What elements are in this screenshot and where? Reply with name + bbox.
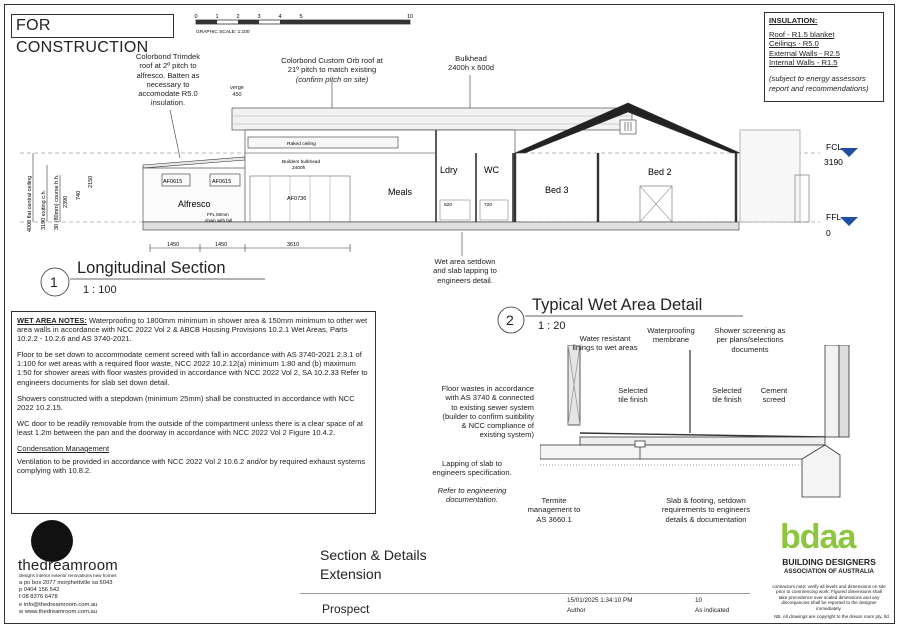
scale-tick: 3	[257, 14, 261, 20]
room-wc: WC	[484, 165, 499, 175]
dim-vertical: 4000 flat central ceiling	[27, 175, 33, 232]
alfresco-roof	[143, 157, 245, 168]
longitudinal-section-drawing	[0, 0, 900, 300]
note-wet-area-setdown: Wet area setdown and slab lapping to engineers detail.	[433, 257, 497, 285]
insulation-external-walls: External Walls - R2.5	[769, 48, 841, 58]
scale-tick: 10	[406, 14, 414, 20]
dim-vertical: 3190 exiting c.h.	[41, 189, 47, 230]
fcl-value: 3190	[824, 157, 843, 167]
scale-tick: 4	[278, 14, 282, 20]
drawing-scale: As indicated	[695, 607, 730, 614]
company-name: thedreamroom	[18, 557, 118, 574]
wet-notes-condensation-heading: Condensation Management	[17, 444, 110, 454]
wet-notes-p2: Floor to be set down to accommodate cement screed with fall in accordance with AS 3740-2021 2.3.1 of 1:100 for wet areas with a required floor waste, NCC 2022 10.2.12(a) minimum 1:80 and (b) maximum 1:50 for shower areas with floor wastes provided in accordance with NCC 2022 Vol 2, SA 10.2.33 Refer to engineers documents for slab set down detail.	[17, 350, 368, 387]
insulation-ceilings: Ceilings - R5.0	[769, 39, 819, 49]
raked-ceiling	[248, 137, 398, 148]
insulation-title: INSULATION:	[769, 16, 818, 25]
note-ffl-2: down with fall	[205, 218, 233, 223]
label-shower-screen: Shower screening as per plans/selections documents	[714, 326, 786, 354]
window-label: AF0615	[163, 179, 183, 185]
note-bulkhead: Bulkhead 2400h x 600d	[447, 54, 495, 73]
scale-tick: 0	[194, 14, 198, 20]
insulation-roof: Roof - R1.5 blanket	[769, 29, 835, 39]
section-title: Longitudinal Section	[77, 259, 226, 277]
door-label: 820	[444, 203, 453, 208]
company-tagline: designs interior exterior renovations new homes	[19, 573, 117, 578]
ffl-label: FFL	[826, 212, 842, 222]
wet-area-notes	[11, 311, 376, 514]
detail-scale: 1 : 20	[538, 320, 566, 332]
insulation-note: (subject to energy assessors report and recommendations)	[769, 73, 869, 93]
detail-number: 2	[506, 312, 514, 328]
scale-tick: 1	[215, 14, 219, 20]
room-meals: Meals	[388, 187, 413, 197]
tile-finish	[580, 433, 825, 437]
status-stamp: FOR CONSTRUCTION	[11, 14, 174, 38]
scale-tick: 2	[236, 14, 240, 20]
detail-title: Typical Wet Area Detail	[532, 296, 703, 314]
note-alfresco-roof: Colorbond Trimdek roof at 2º pitch to alfresco. Batten as necessary to accomodate R5.0 insulation.	[135, 52, 201, 108]
existing-facade	[740, 130, 800, 222]
window-label: AF0736	[287, 196, 307, 202]
label-slab-footing: Slab & footing, setdown requirements to engineers details & documentation	[661, 496, 751, 524]
label-tile-finish-2: Selected tile finish	[712, 386, 742, 405]
leader-line	[170, 110, 180, 158]
bdaa-name: BUILDING DESIGNERS ASSOCIATION OF AUSTRALIA	[782, 557, 876, 575]
wall-cladding	[839, 345, 849, 437]
scale-tick: 5	[299, 14, 303, 20]
label-tile-finish-1: Selected tile finish	[618, 386, 648, 405]
alfresco-structure	[143, 168, 247, 222]
note-ffl: FFL 50mm	[207, 212, 229, 217]
ffl-marker-icon	[840, 217, 858, 226]
insulation-internal-walls: Internal Walls - R1.5	[769, 58, 838, 68]
dim-horizontal: 1450	[167, 242, 180, 248]
cement-screed	[580, 437, 825, 445]
dim-vertical: 740	[76, 190, 82, 200]
dim-vertical: 2390	[63, 195, 69, 208]
sheet-number: 10	[695, 597, 703, 604]
dim-vertical: 2150	[88, 175, 94, 188]
dim-vertical: 30 (80mm) course h.h.	[54, 174, 60, 230]
wet-area-detail-drawing	[540, 345, 870, 515]
floor-slab	[143, 222, 739, 230]
label-refer: Refer to engineering documentation.	[437, 486, 507, 505]
note-main-roof: Colorbond Custom Orb roof at 21º pitch to match existing (confirm pitch on site)	[281, 56, 383, 84]
project-name: Prospect	[322, 602, 370, 616]
wet-notes-p5: Ventilation to be provided in accordance with NCC 2022 Vol 2 10.6.2 and/or by required exhaust systems complying with 10.8.2.	[17, 457, 366, 476]
title-block-divider	[300, 593, 750, 594]
label-floor-wastes: Floor wastes in accordance with AS 3740 & connected to existing sewer system (builder to confirm suitibility & NCC compliance of existing system)	[441, 384, 534, 440]
room-bed3: Bed 3	[545, 185, 569, 195]
label-waterproofing: Waterproofing membrane	[647, 326, 695, 345]
ffl-value: 0	[826, 228, 831, 238]
label-water-resistant: Water resistant linings to wet areas	[572, 334, 638, 353]
wet-notes-p1: Waterproofing to 1800mm minimum in shower area & 150mm minimum to other wet area walls in accordance with NCC 2022 Vol 2 & ABCB Housing Provisions 10.2.1 Wet Areas, Parts 10.2.2 - 10.2.6 and AS 3740-2021.	[17, 316, 368, 344]
drawing-title: Section & Details Extension	[320, 547, 427, 582]
section-number: 1	[50, 274, 58, 290]
dim-horizontal: 3610	[287, 242, 300, 248]
label-termite: Termite management to AS 3660.1	[527, 496, 581, 524]
wet-notes-heading: WET AREA NOTES:	[17, 316, 87, 325]
label-cement-screed: Cement screed	[760, 386, 788, 405]
note-raked-ceiling: Raked ceiling	[287, 142, 316, 147]
fcl-marker-icon	[840, 148, 858, 157]
main-roof-band	[232, 108, 632, 130]
door-label: 720	[484, 203, 493, 208]
dim-horizontal: 1450	[215, 242, 228, 248]
bdaa-logo: bdaa	[780, 518, 856, 556]
section-scale: 1 : 100	[83, 284, 117, 296]
room-alfresco: Alfresco	[178, 199, 211, 209]
fcl-label: FCL	[826, 142, 843, 152]
note-verge: verge 450	[230, 85, 244, 98]
author: Author	[567, 607, 586, 614]
company-contacts: a po box 2077 morphettville sa 5043 p 0404 156 542 f 08 8376 6478 e info@thedreamroom.com.au w www.thedreamroom.com.au	[19, 580, 113, 615]
label-lapping: Lapping of slab to engineers specification.	[432, 459, 512, 478]
slab	[540, 445, 825, 459]
note-builders-bulkhead-h: 2400h	[292, 166, 306, 171]
logo-circle	[31, 520, 73, 562]
wet-notes-p4: WC door to be readily removable from the outside of the compartment unless there is a clear space of at least 1.2m between the pan and the doorway in accordance with NCC 2022 Vol 2 Figure 10.4.2.	[17, 418, 364, 437]
bdaa-disclaimer: contractors note: verify all levels and dimensions on site prior to commencing work. Figured dimensions shall take precedence over scaled dimensions and any discrepancies shall be reported to the designer immediately.	[772, 584, 886, 611]
room-bed2: Bed 2	[648, 167, 672, 177]
note-builders-bulkhead: Builders bulkhead	[282, 160, 321, 165]
wet-notes-p3: Showers constructed with a stepdown (minimum 25mm) shall be constructed in accordance with NCC 2022 10.2.15.	[17, 393, 355, 412]
issue-date: 15/01/2025 1:34:10 PM	[567, 597, 633, 604]
scale-label: GRAPHIC SCALE: 1:100	[196, 30, 250, 35]
copyright: NB. All drawings are copyright to the dream room pty. ltd.	[774, 614, 890, 619]
floor-waste	[635, 441, 645, 447]
room-ldry: Ldry	[440, 165, 458, 175]
window-label: AF0615	[212, 179, 232, 185]
wall-right	[825, 345, 839, 437]
